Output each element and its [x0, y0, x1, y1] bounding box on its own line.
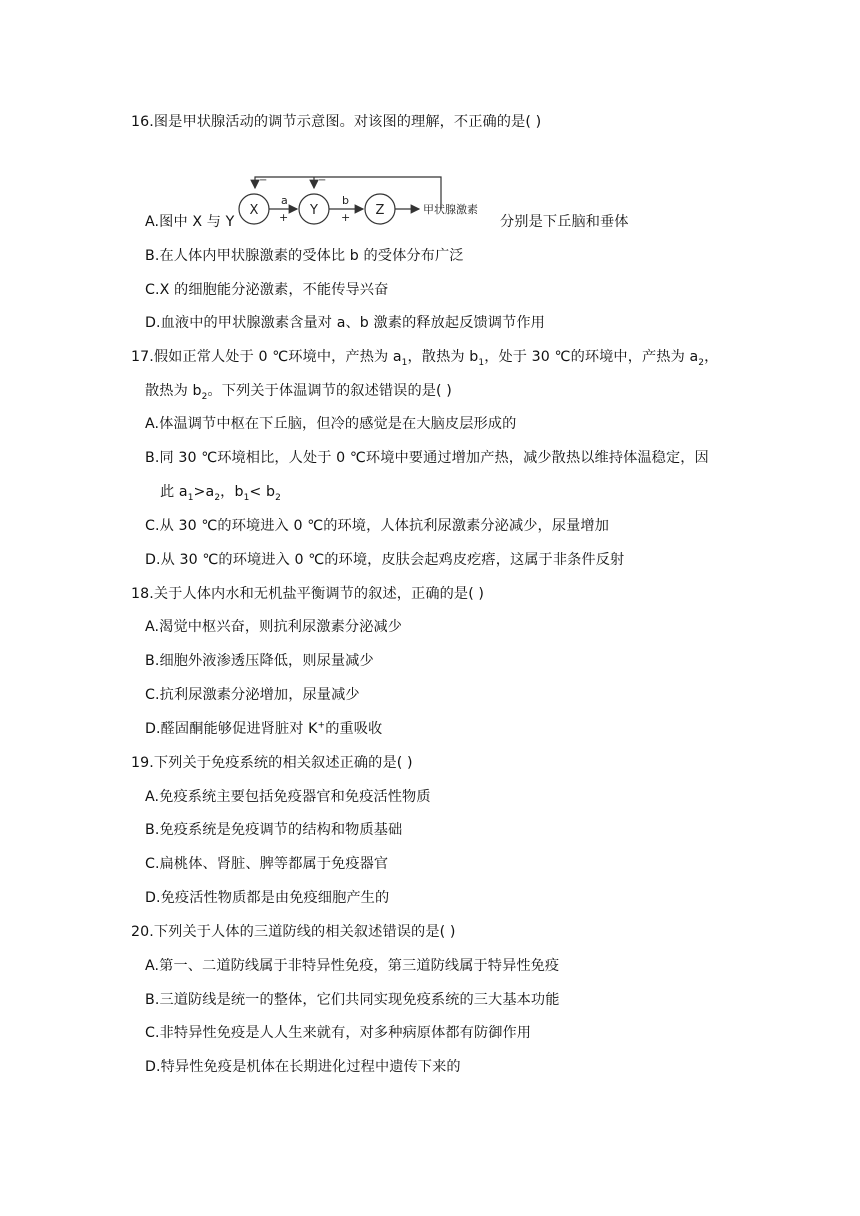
- arrow-label-a: a: [281, 194, 288, 207]
- node-x-label: X: [249, 203, 259, 218]
- node-y-label: Y: [310, 203, 318, 218]
- arrow-label-b: b: [342, 194, 349, 207]
- q20-option-c: C.非特异性免疫是人人生来就有，对多种病原体都有防御作用: [145, 1025, 532, 1041]
- q17-stem-line2: 散热为 $b_2$。下列关于体温调节的叙述错误的是( ): [145, 383, 452, 402]
- q17-option-a: A.体温调节中枢在下丘脑，但冷的感觉是在大脑皮层形成的: [145, 416, 517, 432]
- q19-option-a: A.免疫系统主要包括免疫器官和免疫活性物质: [145, 789, 431, 805]
- q16-option-a-prefix: A.图中 X 与 Y: [145, 214, 235, 230]
- q20-option-d: D.特异性免疫是机体在长期进化过程中遗传下来的: [145, 1059, 461, 1075]
- q17-option-d: D.从 30 ℃的环境进入 0 ℃的环境，皮肤会起鸡皮疙瘩，这属于非条件反射: [145, 552, 625, 568]
- plus-label-1: +: [279, 211, 289, 224]
- q17-option-b-line1: B.同 30 ℃环境相比，人处于 0 ℃环境中要通过增加产热，减少散热以维持体温稳定，因: [145, 450, 709, 466]
- q18-option-d: D.醛固酮能够促进肾脏对 K+的重吸收: [145, 720, 383, 737]
- q16-option-a-suffix: 分别是下丘脑和垂体: [500, 214, 629, 230]
- q20-option-a: A.第一、二道防线属于非特异性免疫，第三道防线属于特异性免疫: [145, 958, 560, 974]
- plus-label-2: +: [341, 211, 351, 224]
- node-z-label: Z: [375, 203, 385, 218]
- minus-label-1: −: [259, 175, 268, 186]
- q18-option-a: A.渴觉中枢兴奋，则抗利尿激素分泌减少: [145, 619, 403, 635]
- q20-stem: 20.下列关于人体的三道防线的相关叙述错误的是( ): [131, 924, 456, 940]
- q18-option-c: C.抗利尿激素分泌增加，尿量减少: [145, 687, 360, 703]
- q19-option-d: D.免疫活性物质都是由免疫细胞产生的: [145, 890, 390, 906]
- q19-option-b: B.免疫系统是免疫调节的结构和物质基础: [145, 822, 403, 838]
- q19-option-c: C.扁桃体、肾脏、脾等都属于免疫器官: [145, 856, 389, 872]
- q18-stem: 18.关于人体内水和无机盐平衡调节的叙述，正确的是( ): [131, 586, 485, 602]
- output-label: 甲状腺激素: [423, 203, 478, 216]
- q17-option-c: C.从 30 ℃的环境进入 0 ℃的环境，人体抗利尿激素分泌减少，尿量增加: [145, 518, 609, 534]
- q17-stem-line1: 17.假如正常人处于 0 ℃环境中，产热为 $a_1$，散热为 $b_1$，处于 30 ℃的环境中，产热为 $a_2$，: [131, 349, 719, 368]
- q16-option-d: D.血液中的甲状腺激素含量对 a、b 激素的释放起反馈调节作用: [145, 315, 545, 331]
- q16-option-b: B.在人体内甲状腺激素的受体比 b 的受体分布广泛: [145, 248, 464, 264]
- q16-stem: 16.图是甲状腺活动的调节示意图。对该图的理解，不正确的是( ): [131, 114, 542, 130]
- q17-option-b-line2: 此 $a_1>a_2$，$b_1< b_2$: [160, 484, 281, 503]
- q19-stem: 19.下列关于免疫系统的相关叙述正确的是( ): [131, 755, 413, 771]
- thyroid-regulation-diagram: [233, 168, 483, 228]
- q18-option-b: B.细胞外液渗透压降低，则尿量减少: [145, 653, 374, 669]
- q16-option-c: C.X 的细胞能分泌激素，不能传导兴奋: [145, 282, 389, 298]
- q20-option-b: B.三道防线是统一的整体，它们共同实现免疫系统的三大基本功能: [145, 992, 560, 1008]
- minus-label-2: −: [318, 175, 327, 186]
